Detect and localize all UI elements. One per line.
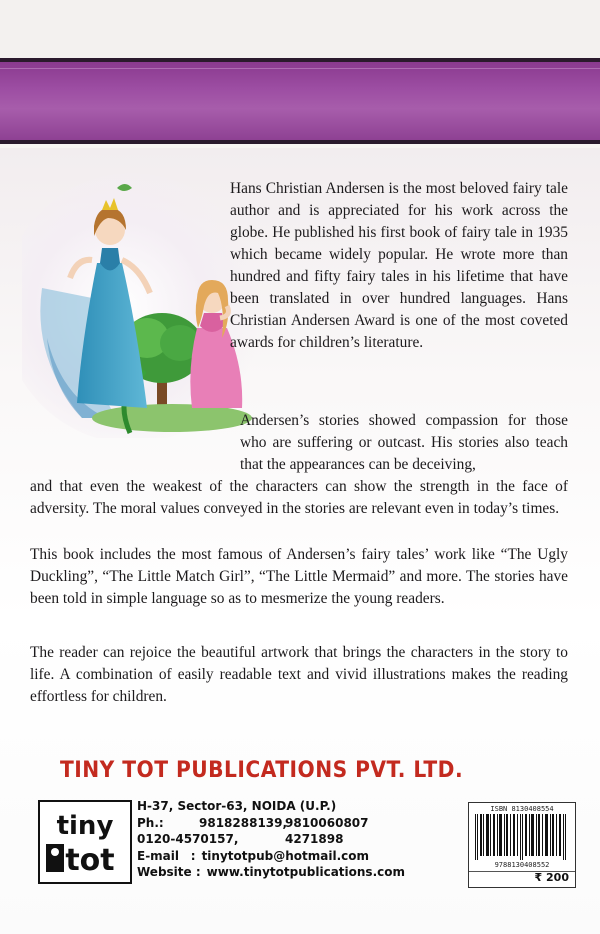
paragraph-3-text: This book includes the most famous of Andersen’s fairy tales’ work like “The Ugly Duckling”, “The Little Match Girl”, “The Little Mermaid” and more. The stories have been told in simple language so as to mesmerize the young readers. bbox=[30, 546, 568, 607]
publisher-name: TINY TOT PUBLICATIONS PVT. LTD. bbox=[60, 758, 464, 783]
top-strip bbox=[0, 0, 600, 58]
description-paragraph-1 bbox=[230, 178, 568, 354]
phone-row-2 bbox=[137, 831, 369, 848]
phone-4: 4271898 bbox=[285, 832, 344, 846]
description-paragraph-2b bbox=[30, 476, 568, 520]
paragraph-1-text: Hans Christian Andersen is the most beloved fairy tale author and is appreciated for his work across the globe. He published his first book of fairy tale in 1935 which became widely popular. He wrote more than hundred and fifty fairy tales in his lifetime that have been translated in over hundred languages. Hans Christian Andersen Award is one of the most coveted awards for children’s literature. bbox=[230, 180, 568, 351]
tiny-tot-logo-icon bbox=[40, 802, 130, 882]
price-label: ₹ 200 bbox=[534, 871, 569, 884]
phone-label: Ph.: bbox=[137, 815, 164, 830]
barcode-box bbox=[468, 802, 576, 888]
purple-header-band bbox=[0, 58, 600, 144]
paragraph-4-text: The reader can rejoice the beautiful artwork that brings the characters in the story to life. A combination of easily readable text and vivid illustrations makes the reading effortless for children. bbox=[30, 644, 568, 705]
barcode-icon bbox=[473, 814, 571, 860]
address-row bbox=[137, 798, 369, 815]
logo-text-bottom: tot bbox=[65, 843, 115, 878]
website-label: Website : bbox=[137, 865, 201, 879]
description-paragraph-2a bbox=[240, 410, 568, 476]
website-link[interactable]: www.tinytotpublications.com bbox=[206, 865, 405, 879]
paragraph-2b-text: and that even the weakest of the characters can show the strength in the face of adversity. The moral values conveyed in the stories are relevant even in today’s times. bbox=[30, 478, 568, 517]
publisher-contact bbox=[137, 798, 405, 881]
description-paragraph-4 bbox=[30, 642, 568, 708]
paragraph-2a-text: Andersen’s stories showed compassion for those who are suffering or outcast. His stories also teach that the appearances can be deceiving, bbox=[240, 412, 568, 473]
phone-2: 9810060807 bbox=[285, 815, 369, 830]
description-paragraph-3 bbox=[30, 544, 568, 610]
publisher-logo bbox=[38, 800, 132, 884]
email-link[interactable]: tinytotpub@hotmail.com bbox=[201, 848, 369, 863]
website-row bbox=[137, 864, 405, 881]
phone-3: 0120-4570157, bbox=[137, 832, 239, 846]
isbn-label: ISBN 8130408554 bbox=[490, 805, 554, 813]
address-text: H-37, Sector-63, NOIDA (U.P.) bbox=[137, 799, 337, 813]
barcode-number: 9788130408552 bbox=[494, 861, 550, 869]
email-separator: : bbox=[190, 848, 196, 863]
phone-row-1 bbox=[137, 815, 369, 832]
logo-text-top: tiny bbox=[56, 811, 114, 841]
email-label: E-mail bbox=[137, 848, 180, 863]
email-row bbox=[137, 848, 369, 865]
phone-1: 9818288139, bbox=[199, 815, 288, 830]
